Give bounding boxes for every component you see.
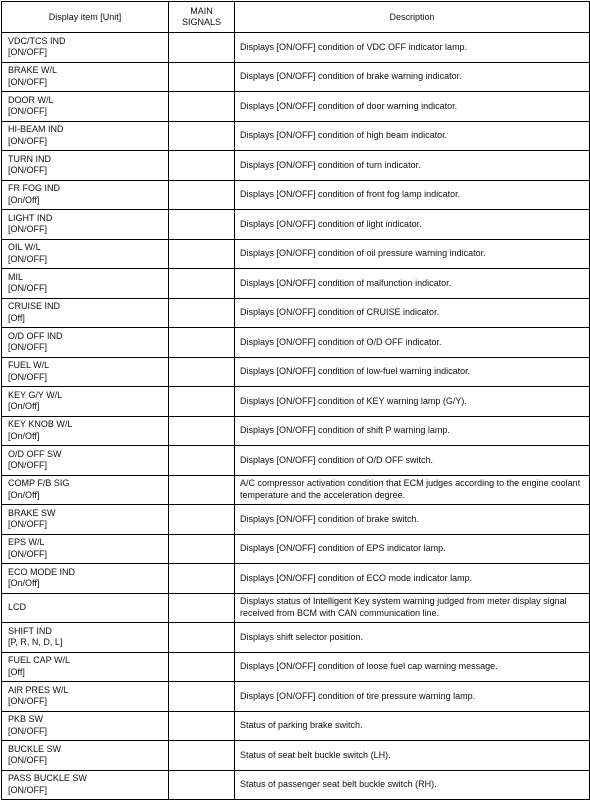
main-signals-cell bbox=[169, 62, 235, 92]
display-item-cell bbox=[2, 33, 169, 63]
display-item-cell bbox=[2, 770, 169, 800]
description-cell: Displays [ON/OFF] condition of door warning indicator. bbox=[235, 92, 590, 122]
table-row bbox=[2, 151, 590, 181]
display-item-unit: [P, R, N, D, L] bbox=[8, 637, 63, 648]
display-item-name: HI-BEAM IND bbox=[8, 124, 64, 135]
display-item-cell bbox=[2, 328, 169, 358]
table-row bbox=[2, 92, 590, 122]
display-item-name: SHIFT IND bbox=[8, 625, 52, 636]
display-item-name: LCD bbox=[8, 602, 27, 612]
display-item-cell bbox=[2, 210, 169, 240]
description-cell: Displays [ON/OFF] condition of shift P warning lamp. bbox=[235, 416, 590, 446]
display-item-cell bbox=[2, 505, 169, 535]
display-item-name: LIGHT IND bbox=[8, 212, 53, 223]
description-cell: Displays [ON/OFF] condition of EPS indicator lamp. bbox=[235, 534, 590, 564]
display-item-unit: [On/Off] bbox=[8, 401, 40, 412]
description-cell: Status of parking brake switch. bbox=[235, 711, 590, 741]
table-row bbox=[2, 62, 590, 92]
display-item-name: COMP F/B SIG bbox=[8, 478, 70, 489]
display-item-name: O/D OFF SW bbox=[8, 448, 62, 459]
display-item-unit: [ON/OFF] bbox=[8, 106, 47, 117]
display-item-unit: [ON/OFF] bbox=[8, 253, 47, 264]
table-body bbox=[2, 33, 590, 800]
display-item-name: AIR PRES W/L bbox=[8, 684, 69, 695]
display-item-cell bbox=[2, 564, 169, 594]
description-cell: Displays [ON/OFF] condition of CRUISE indicator. bbox=[235, 298, 590, 328]
main-signals-cell bbox=[169, 239, 235, 269]
description-cell: A/C compressor activation condition that ECM judges according to the engine coolant temperature and the acceleration degree. bbox=[235, 475, 590, 505]
description-cell: Status of passenger seat belt buckle switch (RH). bbox=[235, 770, 590, 800]
main-signals-cell bbox=[169, 387, 235, 417]
description-cell: Displays [ON/OFF] condition of front fog lamp indicator. bbox=[235, 180, 590, 210]
display-item-name: FUEL CAP W/L bbox=[8, 655, 71, 666]
display-item-name: PKB SW bbox=[8, 714, 44, 725]
display-item-unit: [On/Off] bbox=[8, 430, 40, 441]
main-signals-cell bbox=[169, 623, 235, 653]
display-items-table-container bbox=[1, 1, 590, 800]
display-item-unit: [On/Off] bbox=[8, 578, 40, 589]
main-signals-cell bbox=[169, 33, 235, 63]
table-row bbox=[2, 210, 590, 240]
table-row bbox=[2, 328, 590, 358]
display-item-unit: [ON/OFF] bbox=[8, 755, 47, 766]
display-item-name: KEY KNOB W/L bbox=[8, 419, 73, 430]
display-item-cell bbox=[2, 741, 169, 771]
display-item-unit: [On/Off] bbox=[8, 489, 40, 500]
main-signals-cell bbox=[169, 151, 235, 181]
description-cell: Displays status of Intelligent Key system warning judged from meter display signal received from BCM with CAN communication line. bbox=[235, 593, 590, 623]
main-signals-cell bbox=[169, 121, 235, 151]
table-row bbox=[2, 682, 590, 712]
display-item-unit: [ON/OFF] bbox=[8, 165, 47, 176]
main-signals-cell bbox=[169, 357, 235, 387]
display-item-unit: [ON/OFF] bbox=[8, 135, 47, 146]
display-item-cell bbox=[2, 121, 169, 151]
display-item-cell bbox=[2, 269, 169, 299]
main-signals-cell bbox=[169, 770, 235, 800]
main-signals-cell bbox=[169, 210, 235, 240]
table-row bbox=[2, 416, 590, 446]
table-row bbox=[2, 446, 590, 476]
table-row bbox=[2, 475, 590, 505]
description-cell: Displays [ON/OFF] condition of O/D OFF indicator. bbox=[235, 328, 590, 358]
display-item-unit: [On/Off] bbox=[8, 194, 40, 205]
display-item-cell bbox=[2, 475, 169, 505]
display-item-cell bbox=[2, 593, 169, 623]
table-row bbox=[2, 298, 590, 328]
description-cell: Displays [ON/OFF] condition of low-fuel warning indicator. bbox=[235, 357, 590, 387]
display-item-cell bbox=[2, 682, 169, 712]
main-signals-cell bbox=[169, 269, 235, 299]
display-item-name: MIL bbox=[8, 271, 24, 282]
display-item-unit: [ON/OFF] bbox=[8, 342, 47, 353]
display-item-name: TURN IND bbox=[8, 153, 51, 164]
table-row bbox=[2, 711, 590, 741]
description-cell: Displays [ON/OFF] condition of tire pressure warning lamp. bbox=[235, 682, 590, 712]
main-signals-cell bbox=[169, 711, 235, 741]
display-item-cell bbox=[2, 151, 169, 181]
header-main-signals: MAIN SIGNALS bbox=[169, 2, 235, 33]
display-item-cell bbox=[2, 239, 169, 269]
table-row bbox=[2, 239, 590, 269]
table-row bbox=[2, 593, 590, 623]
main-signals-cell bbox=[169, 446, 235, 476]
display-item-name: BRAKE W/L bbox=[8, 65, 58, 76]
display-item-name: O/D OFF IND bbox=[8, 330, 63, 341]
table-row bbox=[2, 269, 590, 299]
description-cell: Displays [ON/OFF] condition of VDC OFF indicator lamp. bbox=[235, 33, 590, 63]
display-item-name: ECO MODE IND bbox=[8, 566, 76, 577]
main-signals-cell bbox=[169, 593, 235, 623]
display-item-unit: [ON/OFF] bbox=[8, 548, 47, 559]
header-description: Description bbox=[235, 2, 590, 33]
display-item-cell bbox=[2, 387, 169, 417]
description-cell: Displays [ON/OFF] condition of turn indicator. bbox=[235, 151, 590, 181]
table-row bbox=[2, 357, 590, 387]
table-row bbox=[2, 741, 590, 771]
display-item-unit: [ON/OFF] bbox=[8, 283, 47, 294]
display-item-cell bbox=[2, 446, 169, 476]
table-header-row bbox=[2, 2, 590, 33]
display-item-cell bbox=[2, 623, 169, 653]
table-row bbox=[2, 387, 590, 417]
display-items-table bbox=[1, 1, 590, 800]
display-item-unit: [ON/OFF] bbox=[8, 460, 47, 471]
display-item-name: BRAKE SW bbox=[8, 507, 56, 518]
description-cell: Displays [ON/OFF] condition of malfunction indicator. bbox=[235, 269, 590, 299]
main-signals-cell bbox=[169, 564, 235, 594]
display-item-unit: [ON/OFF] bbox=[8, 224, 47, 235]
display-item-unit: [Off] bbox=[8, 666, 25, 677]
description-cell: Displays [ON/OFF] condition of brake warning indicator. bbox=[235, 62, 590, 92]
table-row bbox=[2, 180, 590, 210]
description-cell: Displays shift selector position. bbox=[235, 623, 590, 653]
main-signals-cell bbox=[169, 298, 235, 328]
display-item-unit: [ON/OFF] bbox=[8, 371, 47, 382]
description-cell: Status of seat belt buckle switch (LH). bbox=[235, 741, 590, 771]
table-row bbox=[2, 652, 590, 682]
main-signals-cell bbox=[169, 328, 235, 358]
main-signals-cell bbox=[169, 505, 235, 535]
description-cell: Displays [ON/OFF] condition of ECO mode indicator lamp. bbox=[235, 564, 590, 594]
description-cell: Displays [ON/OFF] condition of KEY warning lamp (G/Y). bbox=[235, 387, 590, 417]
display-item-cell bbox=[2, 357, 169, 387]
display-item-name: EPS W/L bbox=[8, 537, 45, 548]
main-signals-cell bbox=[169, 416, 235, 446]
table-row bbox=[2, 534, 590, 564]
description-cell: Displays [ON/OFF] condition of loose fuel cap warning message. bbox=[235, 652, 590, 682]
display-item-cell bbox=[2, 652, 169, 682]
table-row bbox=[2, 505, 590, 535]
display-item-name: FUEL W/L bbox=[8, 360, 50, 371]
display-item-name: VDC/TCS IND bbox=[8, 35, 66, 46]
table-row bbox=[2, 564, 590, 594]
display-item-cell bbox=[2, 92, 169, 122]
description-cell: Displays [ON/OFF] condition of O/D OFF switch. bbox=[235, 446, 590, 476]
display-item-name: KEY G/Y W/L bbox=[8, 389, 63, 400]
display-item-unit: [ON/OFF] bbox=[8, 696, 47, 707]
description-cell: Displays [ON/OFF] condition of brake switch. bbox=[235, 505, 590, 535]
display-item-cell bbox=[2, 711, 169, 741]
main-signals-cell bbox=[169, 475, 235, 505]
table-row bbox=[2, 121, 590, 151]
main-signals-cell bbox=[169, 534, 235, 564]
display-item-cell bbox=[2, 534, 169, 564]
display-item-cell bbox=[2, 180, 169, 210]
display-item-name: DOOR W/L bbox=[8, 94, 54, 105]
display-item-name: CRUISE IND bbox=[8, 301, 61, 312]
display-item-unit: [ON/OFF] bbox=[8, 784, 47, 795]
display-item-unit: [ON/OFF] bbox=[8, 725, 47, 736]
table-row bbox=[2, 33, 590, 63]
display-item-cell bbox=[2, 416, 169, 446]
display-item-unit: [ON/OFF] bbox=[8, 519, 47, 530]
main-signals-cell bbox=[169, 652, 235, 682]
display-item-name: OIL W/L bbox=[8, 242, 41, 253]
main-signals-cell bbox=[169, 180, 235, 210]
description-cell: Displays [ON/OFF] condition of oil pressure warning indicator. bbox=[235, 239, 590, 269]
display-item-unit: [ON/OFF] bbox=[8, 76, 47, 87]
display-item-name: PASS BUCKLE SW bbox=[8, 773, 87, 784]
display-item-name: BUCKLE SW bbox=[8, 743, 62, 754]
display-item-unit: [ON/OFF] bbox=[8, 47, 47, 58]
display-item-cell bbox=[2, 62, 169, 92]
table-row bbox=[2, 623, 590, 653]
main-signals-cell bbox=[169, 682, 235, 712]
header-display-item: Display item [Unit] bbox=[2, 2, 169, 33]
main-signals-cell bbox=[169, 92, 235, 122]
description-cell: Displays [ON/OFF] condition of high beam indicator. bbox=[235, 121, 590, 151]
table-row bbox=[2, 770, 590, 800]
main-signals-cell bbox=[169, 741, 235, 771]
display-item-cell bbox=[2, 298, 169, 328]
display-item-unit: [Off] bbox=[8, 312, 25, 323]
description-cell: Displays [ON/OFF] condition of light indicator. bbox=[235, 210, 590, 240]
display-item-name: FR FOG IND bbox=[8, 183, 60, 194]
